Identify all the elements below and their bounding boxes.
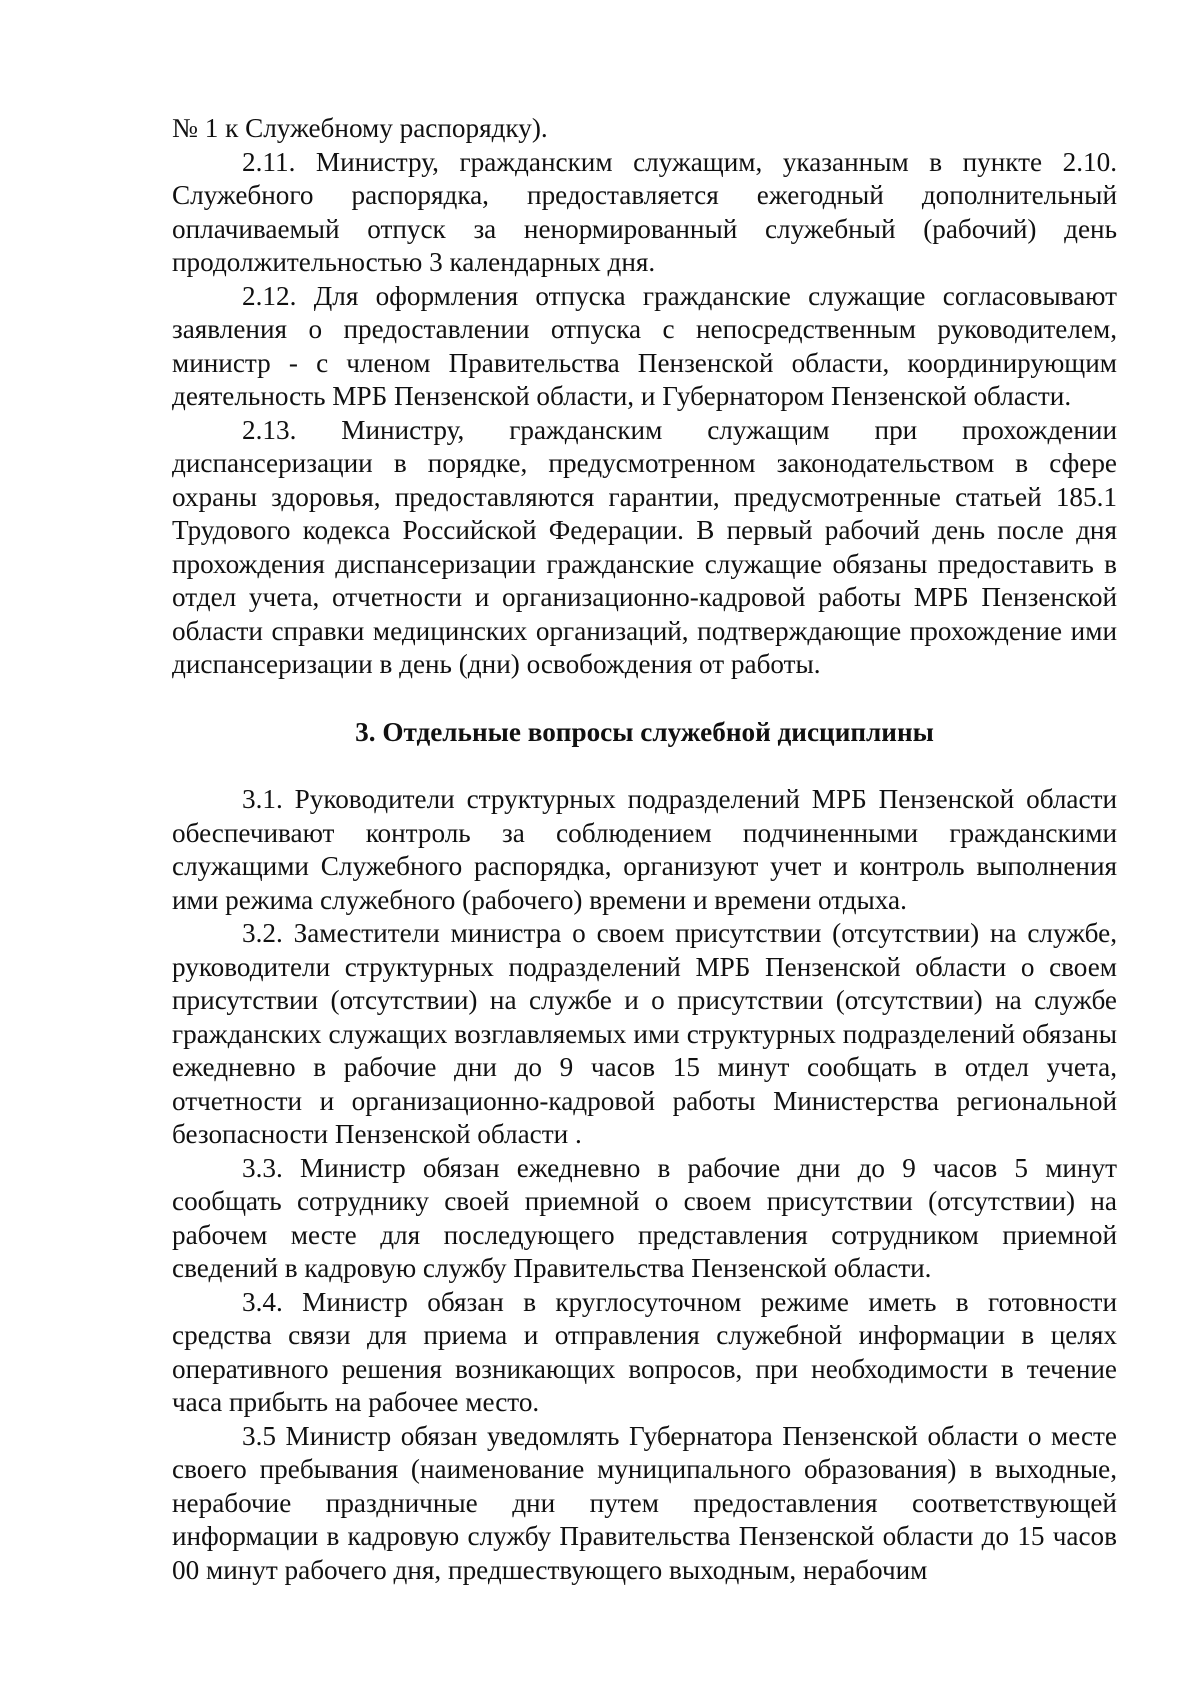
paragraph-2-11: 2.11. Министру, гражданским служащим, указанным в пункте 2.10. Служебного распорядка, предоставляется ежегодный дополнительный оплачиваемый отпуск за ненормированный служебный (рабочий) день продолжительностью 3 календарных дня.: [172, 146, 1117, 277]
paragraph-2-12: 2.12. Для оформления отпуска гражданские служащие согласовывают заявления о предоставлении отпуска с непосредственным руководителем, министр - с членом Правительства Пензенской области, координирующим деятельность МРБ Пензенской области, и Губернатором Пензенской области.: [172, 280, 1117, 411]
paragraph-3-5: 3.5 Министр обязан уведомлять Губернатора Пензенской области о месте своего пребывания (наименование муниципального образования) в выходные, нерабочие праздничные дни путем предоставления соответствующей информации в кадровую службу Правительства Пензенской области до 15 часов 00 минут рабочего дня, предшествующего выходным, нерабочим: [172, 1420, 1117, 1585]
paragraph-3-1: 3.1. Руководители структурных подразделений МРБ Пензенской области обеспечивают контроль за соблюдением подчиненными гражданскими служащими Служебного распорядка, организуют учет и контроль выполнения ими режима служебного (рабочего) времени и времени отдыха.: [172, 784, 1117, 915]
paragraph-2-13: 2.13. Министру, гражданским служащим при прохождении диспансеризации в порядке, предусмотренном законодательством в сфере охраны здоровья, предоставляются гарантии, предусмотренные статьей 185.1 Трудового кодекса Российской Федерации. В первый рабочий день после дня прохождения диспансеризации гражданские служащие обязаны предоставить в отдел учета, отчетности и организационно-кадровой работы МРБ Пензенской области справки медицинских организаций, подтверждающие прохождение ими диспансеризации в день (дни) освобождения от работы.: [172, 414, 1117, 679]
paragraph-3-3: 3.3. Министр обязан ежедневно в рабочие дни до 9 часов 5 минут сообщать сотруднику своей приемной о своем присутствии (отсутствии) на рабочем месте для последующего представления сотрудником приемной сведений в кадровую службу Правительства Пензенской области.: [172, 1152, 1117, 1283]
section-heading: 3. Отдельные вопросы служебной дисциплины: [355, 716, 934, 747]
paragraph-continuation: № 1 к Служебному распорядку).: [172, 113, 548, 143]
document-page: [172, 112, 1117, 1587]
paragraph-3-4: 3.4. Министр обязан в круглосуточном режиме иметь в готовности средства связи для приема и отправления служебной информации в целях оперативного решения возникающих вопросов, при необходимости в течение часа прибыть на рабочее место.: [172, 1286, 1117, 1417]
paragraph-3-2: 3.2. Заместители министра о своем присутствии (отсутствии) на службе, руководители структурных подразделений МРБ Пензенской области о своем присутствии (отсутствии) на службе и о присутствии (отсутствии) на службе гражданских служащих возглавляемых ими структурных подразделений обязаны ежедневно в рабочие дни до 9 часов 15 минут сообщать в отдел учета, отчетности и организационно-кадровой работы Министерства региональной безопасности Пензенской области .: [172, 918, 1117, 1149]
